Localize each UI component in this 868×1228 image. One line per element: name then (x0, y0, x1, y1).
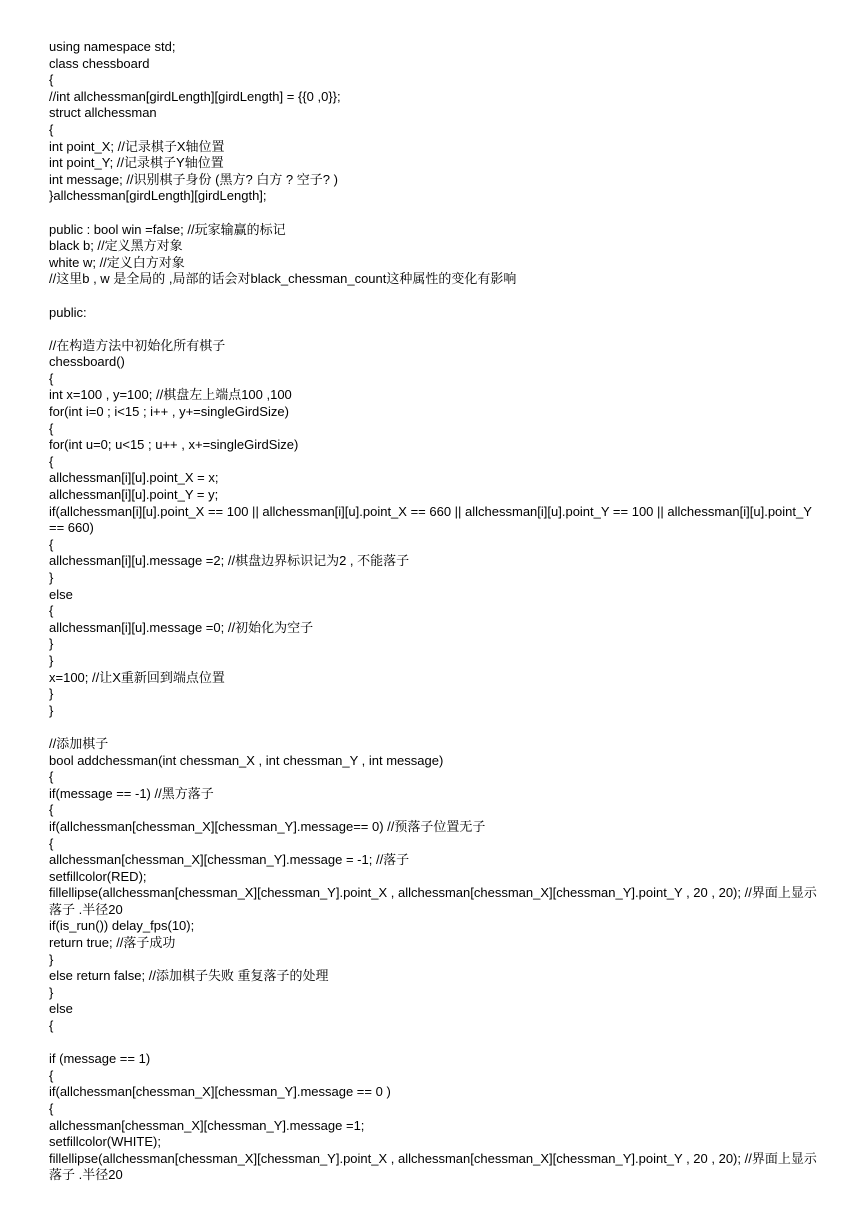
code-line: public: (49, 304, 87, 320)
code-line: { (49, 1018, 54, 1034)
code-line: allchessman[i][u].point_X = x; (49, 470, 219, 486)
code-line: { (49, 1101, 54, 1116)
code-line: } (49, 951, 54, 967)
blank-line (49, 719, 819, 736)
code-line: } (49, 636, 54, 652)
code-line: if(is_run()) delay_fps(10); (49, 918, 195, 934)
code-line: int point_Y; //记录棋子Y轴位置 (49, 155, 224, 171)
code-line: } (49, 570, 54, 585)
code-line: //在构造方法中初始化所有棋子 (49, 337, 226, 353)
code-line: } (49, 652, 54, 668)
code-line: else (49, 586, 73, 602)
code-line: } (49, 702, 54, 718)
code-line: { (49, 72, 54, 88)
code-line: if(allchessman[i][u].point_X == 100 || allchessman[i][u].point_X == 660 || allchessman[i][u].point_Y == 100 || allchessman[i][u].point_Y == 660) (49, 503, 816, 536)
code-line: fillellipse(allchessman[chessman_X][chessman_Y].point_X , allchessman[chessman_X][chessman_Y].point_Y , 20 , 20); //界面上显示落子 .半径20 (49, 885, 817, 917)
code-line: chessboard() (49, 354, 125, 370)
blank-line (49, 321, 819, 338)
code-line: struct allchessman (49, 105, 157, 121)
code-line: return true; //落子成功 (49, 935, 176, 951)
code-line: { (49, 835, 54, 851)
code-line: fillellipse(allchessman[chessman_X][chessman_Y].point_X , allchessman[chessman_X][chessman_Y].point_Y , 20 , 20); //界面上显示落子 .半径20 (49, 1150, 817, 1183)
code-line: else (49, 1001, 73, 1017)
code-line: //int allchessman[girdLength][girdLength] = {{0 ,0}}; (49, 88, 341, 104)
code-line: white w; //定义白方对象 (49, 254, 185, 270)
code-line: int x=100 , y=100; //棋盘左上端点100 ,100 (49, 387, 292, 403)
code-line: black b; //定义黑方对象 (49, 238, 183, 254)
code-line: allchessman[i][u].message =0; //初始化为空子 (49, 619, 314, 635)
code-line: { (49, 370, 54, 386)
code-line: } (49, 686, 54, 702)
code-line: for(int i=0 ; i<15 ; i++ , y+=singleGirdSize) (49, 404, 289, 420)
code-line: setfillcolor(RED); (49, 868, 147, 884)
code-line: { (49, 453, 54, 469)
blank-line (49, 205, 819, 222)
code-line: allchessman[i][u].message =2; //棋盘边界标识记为2 , 不能落子 (49, 553, 410, 569)
code-line: { (49, 769, 54, 785)
code-line: x=100; //让X重新回到端点位置 (49, 669, 225, 685)
code-line: if (message == 1) (49, 1051, 151, 1067)
code-line: if(allchessman[chessman_X][chessman_Y].message == 0 ) (49, 1084, 391, 1100)
code-line: using namespace std; (49, 39, 176, 54)
code-line: { (49, 121, 54, 137)
code-line: //添加棋子 (49, 735, 109, 751)
code-line: { (49, 420, 54, 436)
code-line: { (49, 603, 54, 619)
code-line: setfillcolor(WHITE); (49, 1134, 161, 1150)
code-line: } (49, 984, 54, 1000)
code-line: class chessboard (49, 55, 150, 71)
code-line: allchessman[chessman_X][chessman_Y].message = -1; //落子 (49, 852, 410, 868)
code-line: //这里b , w 是全局的 ,局部的话会对black_chessman_count这种属性的变化有影响 (49, 271, 517, 287)
code-line: { (49, 802, 54, 818)
code-line: int message; //识别棋子身份 (黑方? 白方 ? 空子? ) (49, 171, 338, 187)
code-line: int point_X; //记录棋子X轴位置 (49, 138, 225, 154)
code-line: allchessman[chessman_X][chessman_Y].message =1; (49, 1117, 365, 1133)
code-line: { (49, 1067, 54, 1083)
blank-line (49, 1035, 819, 1052)
code-line: { (49, 536, 54, 552)
code-line: if(allchessman[chessman_X][chessman_Y].message== 0) //预落子位置无子 (49, 818, 486, 834)
code-line: }allchessman[girdLength][girdLength]; (49, 188, 267, 204)
code-line: for(int u=0; u<15 ; u++ , x+=singleGirdSize) (49, 437, 299, 453)
blank-line (49, 288, 819, 305)
code-line: public : bool win =false; //玩家输赢的标记 (49, 221, 286, 237)
code-line: else return false; //添加棋子失败 重复落子的处理 (49, 968, 329, 984)
code-document (49, 39, 819, 1184)
code-line: allchessman[i][u].point_Y = y; (49, 487, 219, 503)
code-line: bool addchessman(int chessman_X , int chessman_Y , int message) (49, 752, 444, 768)
code-line: if(message == -1) //黑方落子 (49, 785, 214, 801)
